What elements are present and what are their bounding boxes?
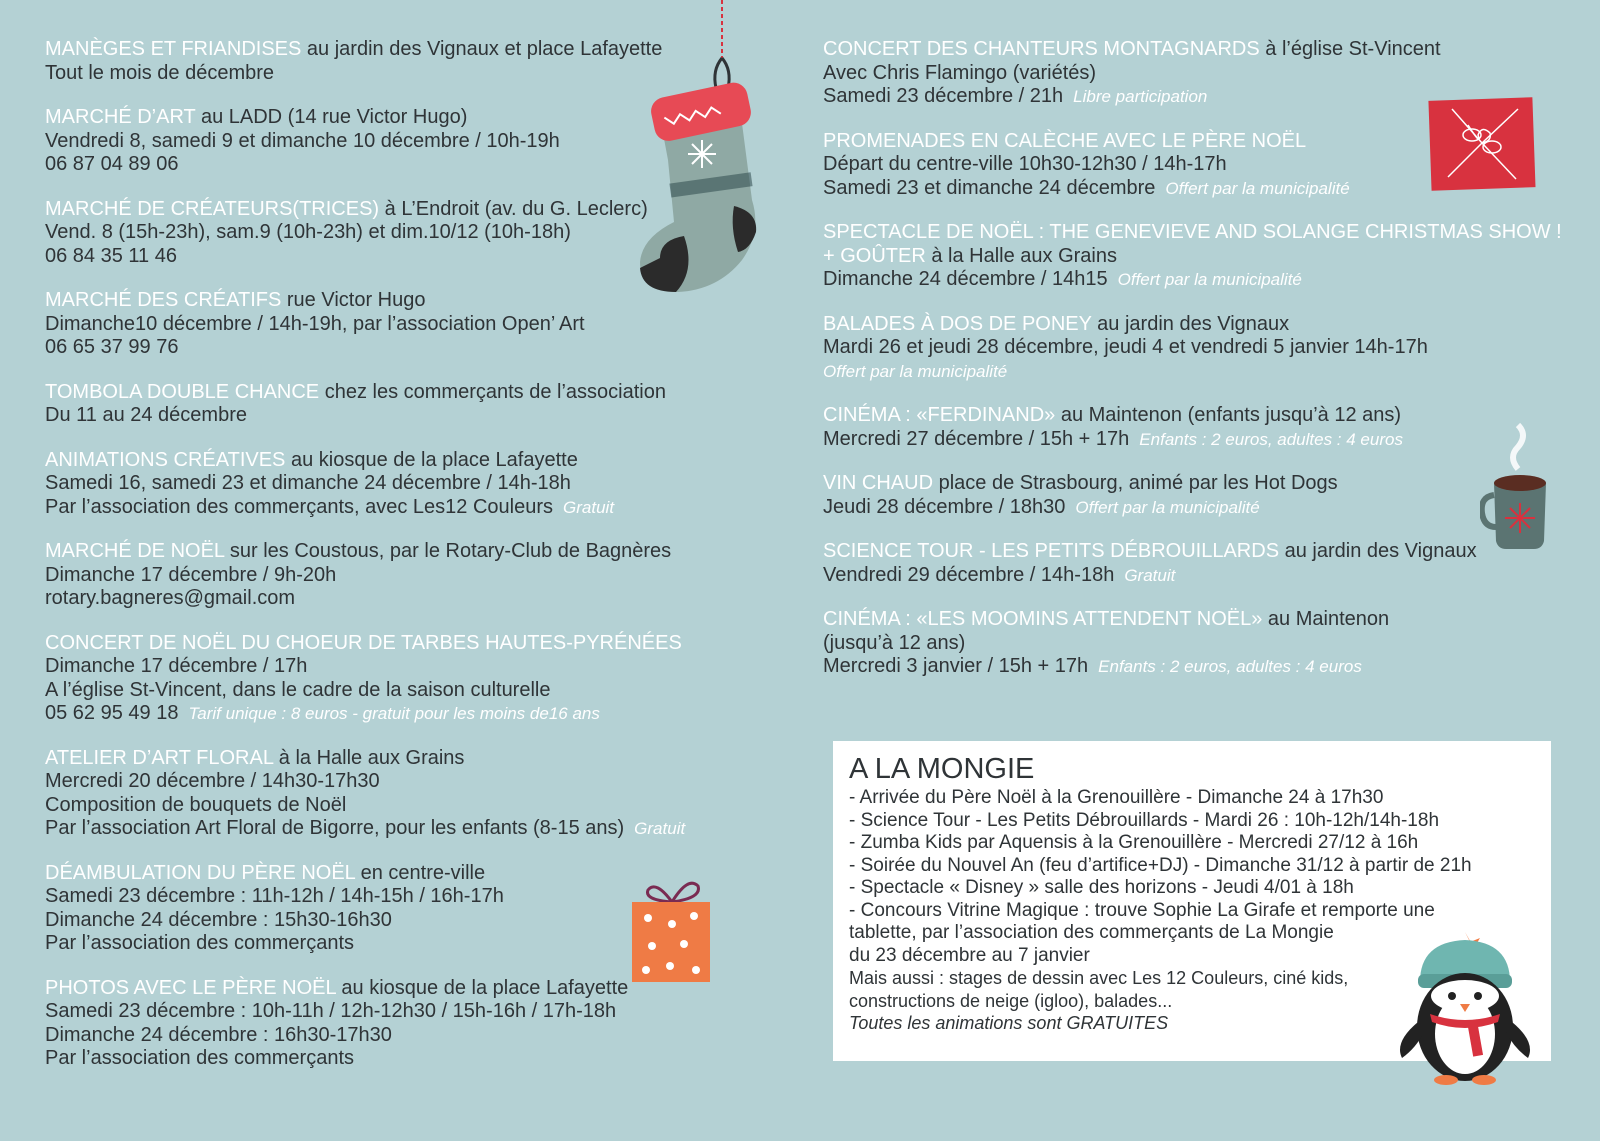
event-title-line (823, 38, 1563, 62)
event-detail: Départ du centre-ville 10h30-12h30 / 14h-17h (823, 153, 1227, 175)
event-title-line (823, 472, 1563, 496)
event-title: CONCERT DES CHANTEURS MONTAGNARDS (823, 38, 1260, 60)
red-gift-box-illustration (1428, 95, 1538, 195)
orange-gift-box-illustration (628, 872, 718, 987)
la-mongie-item: - Soirée du Nouvel An (feu d’artifice+DJ) - Dimanche 31/12 à partir de 21h (849, 854, 1472, 876)
event-detail: Mercredi 3 janvier / 15h + 17h Enfants : 2 euros, adultes : 4 euros (823, 655, 1362, 677)
event-block (45, 540, 785, 611)
la-mongie-item: - Science Tour - Les Petits Débrouillards - Mardi 26 : 10h-12h/14h-18h (849, 809, 1440, 831)
event-detail: (jusqu’à 12 ans) (823, 631, 966, 654)
event-detail: Mercredi 27 décembre / 15h + 17h Enfants : 2 euros, adultes : 4 euros (823, 427, 1403, 450)
event-title: SCIENCE TOUR - LES PETITS DÉBROUILLARDS (823, 540, 1280, 562)
event-title-line (823, 404, 1563, 428)
event-detail: Par l’association des commerçants, avec Les12 Couleurs Gratuit (45, 495, 615, 518)
event-block (823, 608, 1563, 679)
event-price-note: Offert par la municipalité (1075, 497, 1260, 517)
event-title: MARCHÉ DE NOËL (45, 540, 225, 562)
event-price-note: Enfants : 2 euros, adultes : 4 euros (1139, 429, 1403, 449)
event-title: VIN CHAUD (823, 472, 934, 494)
event-price-note: Offert par la municipalité (1117, 270, 1302, 289)
event-location: au Maintenon (enfants jusqu’à 12 ans) (1055, 404, 1402, 426)
event-detail: Samedi 23 décembre : 10h-11h / 12h-12h30 / 15h-16h / 17h-18h (45, 1000, 617, 1022)
event-detail: 06 87 04 89 06 (45, 153, 179, 175)
la-mongie-footer: Toutes les animations sont GRATUITES (849, 1013, 1169, 1033)
event-title: TOMBOLA DOUBLE CHANCE (45, 380, 320, 403)
event-location: au jardin des Vignaux (1279, 540, 1477, 562)
event-title: ANIMATIONS CRÉATIVES (45, 448, 286, 471)
event-block (45, 381, 785, 428)
event-detail: 06 84 35 11 46 (45, 244, 177, 267)
event-location: à l’église St-Vincent (1259, 38, 1441, 60)
event-title-line (45, 747, 785, 771)
la-mongie-item: du 23 décembre au 7 janvier (849, 944, 1090, 966)
la-mongie-also-line: constructions de neige (igloo), balades... (849, 990, 1173, 1011)
event-title: MARCHÉ D’ART (45, 106, 196, 128)
event-price-note: Gratuit (1124, 565, 1176, 585)
event-price-note: Enfants : 2 euros, adultes : 4 euros (1098, 657, 1362, 676)
event-detail: Vendredi 8, samedi 9 et dimanche 10 décembre / 10h-19h (45, 129, 560, 152)
event-title-line (823, 221, 1563, 245)
event-price-note: Tarif unique : 8 euros - gratuit pour les moins de16 ans (188, 704, 600, 723)
event-location: au LADD (14 rue Victor Hugo) (195, 106, 468, 128)
event-title-line (823, 608, 1563, 632)
event-title-line (45, 632, 785, 656)
event-detail: Par l’association des commerçants (45, 1047, 355, 1069)
event-location: en centre-ville (355, 861, 486, 884)
la-mongie-also-line: Mais aussi : stages de dessin avec Les 12 Couleurs, ciné kids, (849, 968, 1349, 988)
event-title: DÉAMBULATION DU PÈRE NOËL (45, 861, 356, 884)
hot-cocoa-mug-illustration (1480, 415, 1560, 555)
event-detail: Dimanche 17 décembre / 9h-20h (45, 563, 337, 586)
event-detail: Dimanche 24 décembre / 14h15 Offert par la municipalité (823, 268, 1302, 290)
event-detail: rotary.bagneres@gmail.com (45, 587, 296, 609)
event-detail: 05 62 95 49 18 Tarif unique : 8 euros - gratuit pour les moins de16 ans (45, 702, 600, 724)
event-title: MANÈGES ET FRIANDISES (45, 38, 302, 60)
event-detail: Vend. 8 (15h-23h), sam.9 (10h-23h) et dim.10/12 (10h-18h) (45, 221, 571, 243)
event-block (823, 221, 1563, 292)
event-title-line (823, 540, 1563, 564)
event-location: au jardin des Vignaux (1091, 312, 1290, 335)
event-detail: Samedi 16, samedi 23 et dimanche 24 décembre / 14h-18h (45, 472, 571, 494)
event-price-note: Gratuit (563, 497, 615, 517)
event-location: sur les Coustous, par le Rotary-Club de Bagnères (224, 540, 672, 562)
event-detail: Samedi 23 décembre / 21h Libre participation (823, 85, 1208, 107)
la-mongie-item: - Spectacle « Disney » salle des horizons - Jeudi 4/01 à 18h (849, 877, 1354, 898)
event-detail: Samedi 23 et dimanche 24 décembre Offert par la municipalité (823, 176, 1350, 199)
event-detail: Dimanche 24 décembre : 15h30-16h30 (45, 908, 392, 931)
event-location: rue Victor Hugo (281, 289, 426, 311)
event-location: au Maintenon (1262, 608, 1390, 630)
event-location: à la Halle aux Grains (273, 746, 465, 769)
event-price-note: Offert par la municipalité (1165, 178, 1350, 198)
event-detail: Dimanche10 décembre / 14h-19h, par l’association Open’ Art (45, 312, 585, 335)
event-title: ATELIER D’ART FLORAL (45, 746, 274, 769)
event-block (45, 632, 785, 726)
event-location: chez les commerçants de l’association (319, 380, 666, 403)
la-mongie-title: A LA MONGIE (849, 753, 1035, 785)
event-block (45, 977, 785, 1071)
event-location: au kiosque de la place Lafayette (335, 976, 629, 999)
event-detail: Vendredi 29 décembre / 14h-18h Gratuit (823, 563, 1176, 586)
la-mongie-item: tablette, par l’association des commerçants de La Mongie (849, 922, 1334, 943)
event-title: MARCHÉ DE CRÉATEURS(TRICES) (45, 197, 380, 220)
event-detail: Tout le mois de décembre (45, 61, 275, 84)
event-price-note: Gratuit (634, 819, 686, 838)
event-detail: Par l’association des commerçants (45, 932, 355, 954)
event-location: à la Halle aux Grains (925, 244, 1117, 267)
event-detail: A l’église St-Vincent, dans le cadre de la saison culturelle (45, 678, 551, 701)
event-title-line (823, 313, 1563, 337)
event-block (823, 540, 1563, 587)
event-title-line (45, 449, 785, 473)
event-title: CINÉMA : «LES MOOMINS ATTENDENT NOËL» (823, 608, 1263, 630)
event-title: BALADES À DOS DE PONEY (823, 312, 1092, 335)
event-detail: Samedi 23 décembre : 11h-12h / 14h-15h / 16h-17h (45, 885, 504, 907)
la-mongie-item: - Arrivée du Père Noël à la Grenouillère - Dimanche 24 à 17h30 (849, 787, 1384, 808)
event-detail: Par l’association Art Floral de Bigorre, pour les enfants (8-15 ans) Gratuit (45, 817, 686, 839)
event-title: CINÉMA : «FERDINAND» (823, 404, 1056, 426)
la-mongie-item: - Zumba Kids par Aquensis à la Grenouillère - Mercredi 27/12 à 16h (849, 832, 1419, 853)
event-title-line (823, 245, 1563, 269)
event-detail: Mercredi 20 décembre / 14h30-17h30 (45, 770, 380, 792)
event-title: CONCERT DE NOËL DU CHOEUR DE TARBES HAUTES-PYRÉNÉES (45, 631, 682, 654)
event-detail: 06 65 37 99 76 (45, 336, 179, 358)
event-location: à L’Endroit (av. du G. Leclerc) (379, 197, 648, 220)
event-detail: Jeudi 28 décembre / 18h30 Offert par la municipalité (823, 495, 1260, 518)
event-title-line (45, 381, 785, 405)
event-detail: Avec Chris Flamingo (variétés) (823, 61, 1097, 84)
event-block (45, 747, 785, 841)
event-detail: Composition de bouquets de Noël (45, 793, 347, 816)
event-detail: Du 11 au 24 décembre (45, 404, 247, 426)
event-price-note: Libre participation (1073, 87, 1208, 106)
event-block (823, 472, 1563, 519)
event-block (823, 404, 1563, 451)
event-title: SPECTACLE DE NOËL : THE GENEVIEVE AND SOLANGE CHRISTMAS SHOW ! (823, 221, 1562, 243)
event-detail: Mardi 26 et jeudi 28 décembre, jeudi 4 et vendredi 5 janvier 14h-17h (823, 336, 1428, 358)
penguin-illustration (1390, 922, 1540, 1092)
event-block (45, 449, 785, 520)
event-title: PHOTOS AVEC LE PÈRE NOËL (45, 976, 336, 999)
event-block (823, 313, 1563, 384)
event-detail: Dimanche 24 décembre : 16h30-17h30 (45, 1023, 392, 1046)
event-title-line (45, 540, 785, 564)
event-detail: Dimanche 17 décembre / 17h (45, 655, 308, 677)
event-title: MARCHÉ DES CRÉATIFS (45, 289, 282, 311)
event-price-note: Offert par la municipalité (823, 361, 1008, 381)
event-location: au jardin des Vignaux et place Lafayette (301, 38, 663, 60)
christmas-stocking-illustration (630, 0, 780, 300)
la-mongie-item: - Concours Vitrine Magique : trouve Sophie La Girafe et remporte une (849, 899, 1435, 921)
event-title: PROMENADES EN CALÈCHE AVEC LE PÈRE NOËL (823, 129, 1307, 152)
event-location: place de Strasbourg, animé par les Hot Dogs (933, 472, 1338, 494)
event-location: au kiosque de la place Lafayette (285, 448, 578, 471)
event-title: + GOÛTER (823, 244, 926, 267)
